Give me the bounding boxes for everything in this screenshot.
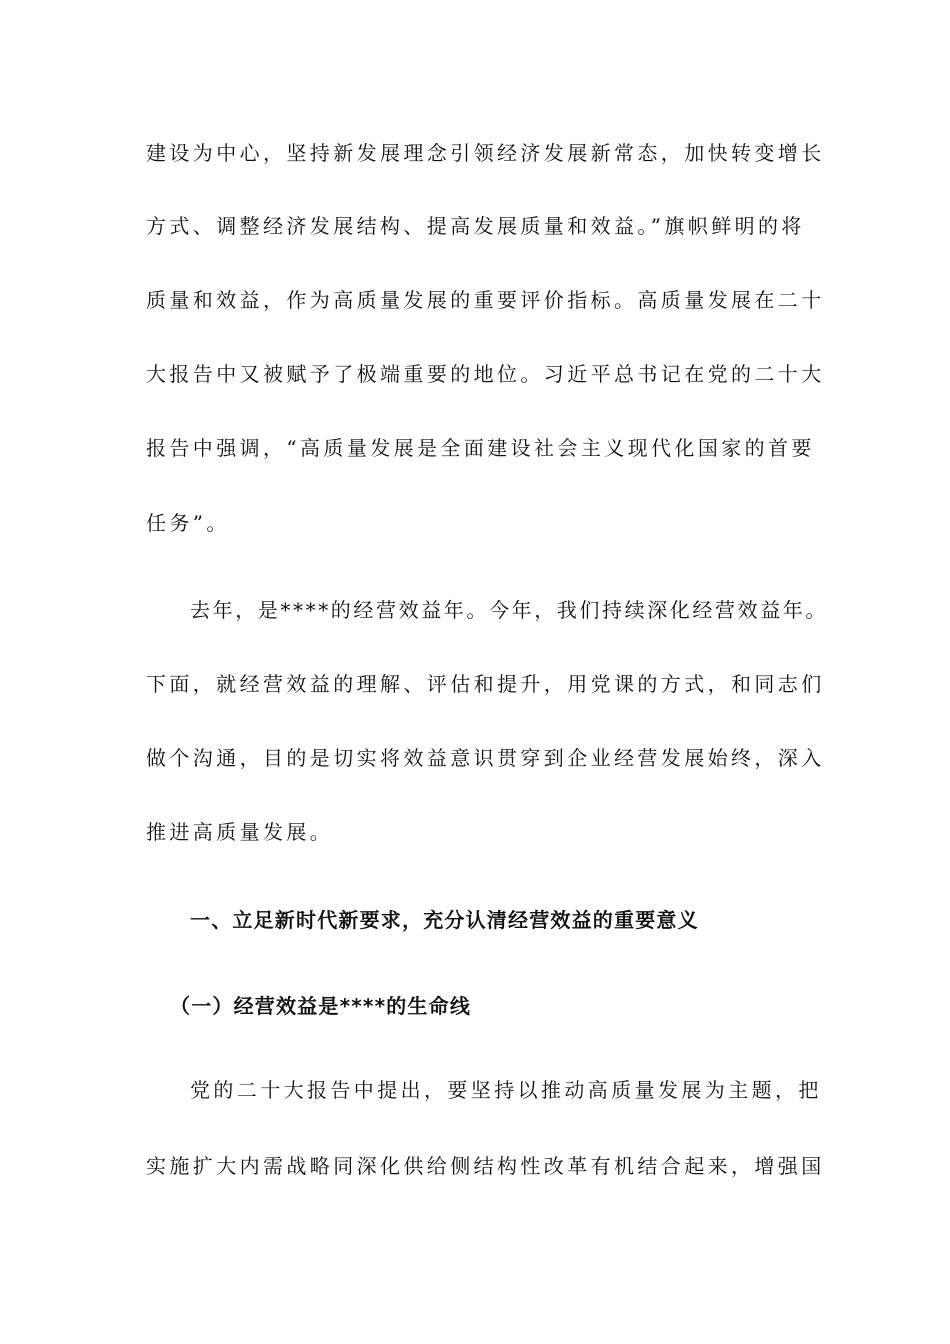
section-heading: 一、立足新时代新要求，充分认清经营效益的重要意义 [190, 908, 699, 932]
body-text-line: 报告中强调，“高质量发展是全面建设社会主义现代化国家的首要 [146, 436, 815, 460]
body-text-line: 下面，就经营效益的理解、评估和提升，用党课的方式，和同志们 [146, 672, 825, 696]
subsection-heading: （一）经营效益是****的生命线 [170, 994, 472, 1018]
body-text-line: 党的二十大报告中提出，要坚持以推动高质量发展为主题，把 [190, 1078, 822, 1102]
body-text-line: 方式、调整经济发展结构、提高发展质量和效益。”旗帜鲜明的将 [146, 214, 805, 238]
body-text-line: 推进高质量发展。 [146, 820, 334, 844]
body-text-line: 去年，是****的经营效益年。今年，我们持续深化经营效益年。 [190, 598, 828, 622]
body-text-line: 大报告中又被赋予了极端重要的地位。习近平总书记在党的二十大 [146, 362, 825, 386]
body-text-line: 实施扩大内需战略同深化供给侧结构性改革有机结合起来，增强国 [146, 1154, 825, 1178]
body-text-line: 做个沟通，目的是切实将效益意识贯穿到企业经营发展始终，深入 [146, 746, 825, 770]
body-text-line: 任务”。 [146, 511, 230, 535]
body-text-line: 建设为中心，坚持新发展理念引领经济发展新常态，加快转变增长 [146, 141, 825, 165]
body-text-line: 质量和效益，作为高质量发展的重要评价指标。高质量发展在二十 [146, 288, 825, 312]
